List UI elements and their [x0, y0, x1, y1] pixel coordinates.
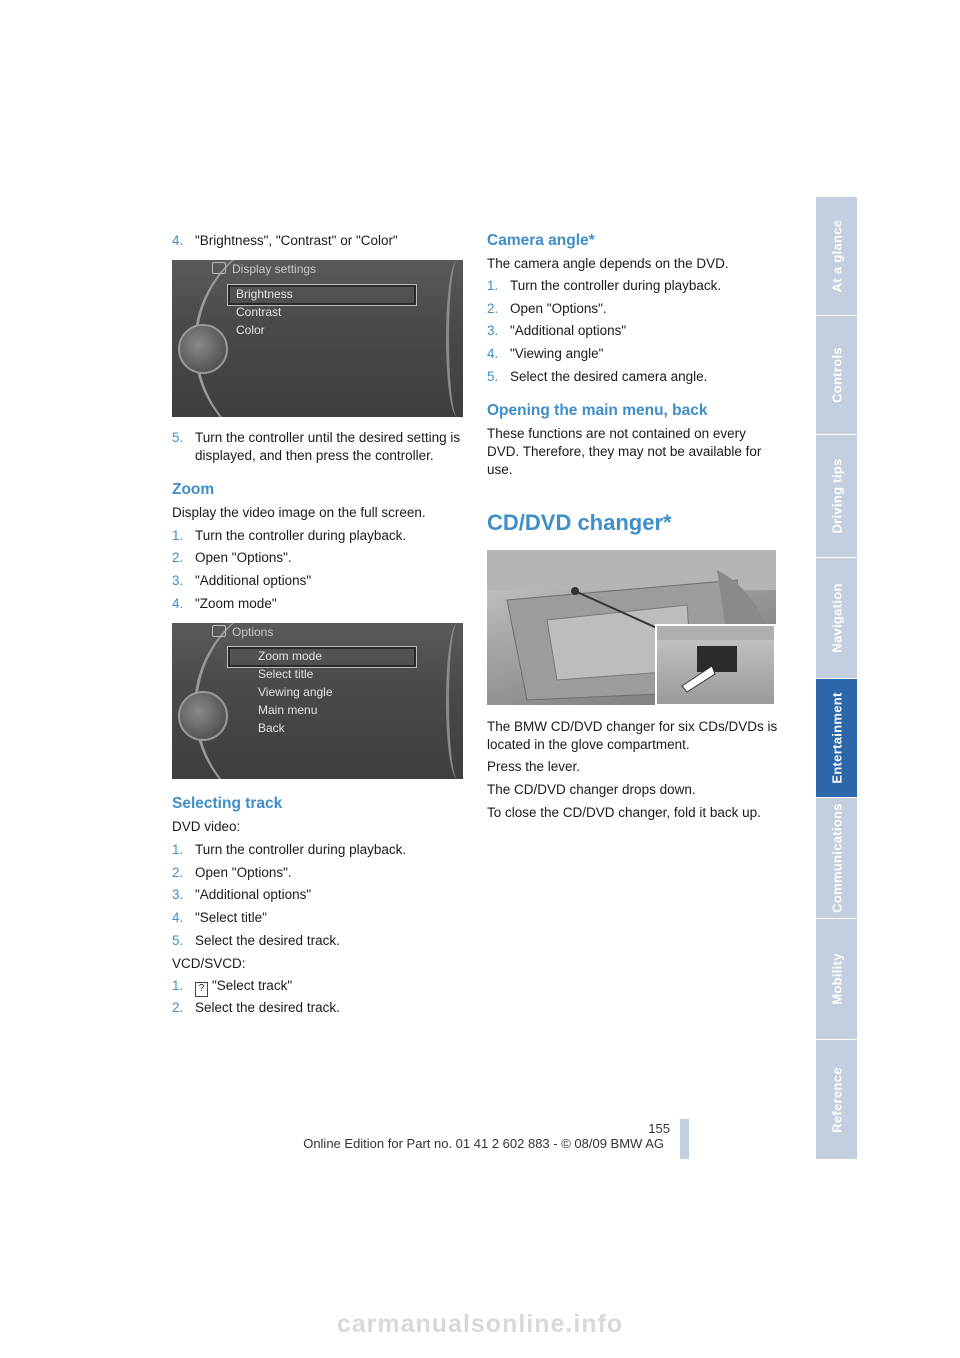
- footer-bar: [680, 1119, 689, 1159]
- controller-knob: [178, 691, 228, 741]
- paragraph: Display the video image on the full screen.: [172, 505, 426, 520]
- step-item: 3. "Additional options": [172, 887, 312, 902]
- screen-item: Zoom mode: [258, 649, 323, 663]
- tab-entertainment[interactable]: Entertainment: [816, 679, 857, 798]
- paragraph: To close the CD/DVD changer, fold it back up.: [487, 805, 761, 820]
- step-item: 1. Turn the controller during playback.: [172, 842, 407, 857]
- step-item: 4. "Brightness", "Contrast" or "Color": [172, 233, 398, 248]
- tab-navigation[interactable]: Navigation: [816, 558, 857, 679]
- screen-item: Back: [258, 721, 285, 735]
- screen-item: Main menu: [258, 703, 318, 717]
- paragraph: Press the lever.: [487, 759, 581, 774]
- help-icon: ?: [195, 982, 208, 997]
- step-item: 4. "Zoom mode": [172, 596, 277, 611]
- screen-item: Viewing angle: [258, 685, 333, 699]
- section-heading: Selecting track: [172, 795, 283, 812]
- paragraph: The BMW CD/DVD changer for six CDs/DVDs is located in the glove compartment.: [487, 719, 778, 752]
- step-item: 5. Select the desired track.: [172, 933, 340, 948]
- lever-illustration: [657, 626, 774, 704]
- display-icon: [212, 262, 226, 274]
- step-item: 2. Open "Options".: [487, 301, 607, 316]
- step-item: 2. Open "Options".: [172, 865, 292, 880]
- step-item: 3. "Additional options": [487, 323, 627, 338]
- watermark: carmanualsonline.info: [336, 1310, 624, 1338]
- screen-arc-right: [446, 260, 463, 417]
- screen-title: Display settings: [212, 262, 316, 276]
- screen-arc: [194, 260, 427, 417]
- tab-communications[interactable]: Communications: [816, 798, 857, 919]
- paragraph: VCD/SVCD:: [172, 956, 246, 971]
- paragraph: DVD video:: [172, 819, 241, 834]
- options-screenshot: [172, 623, 463, 779]
- step-item: 1. ? "Select track": [172, 977, 292, 997]
- screen-item: Select title: [258, 667, 314, 681]
- tab-reference[interactable]: Reference: [816, 1040, 857, 1160]
- display-settings-screenshot: [172, 260, 463, 417]
- chapter-heading: CD/DVD changer*: [487, 510, 672, 535]
- step-item: 5. Select the desired camera angle.: [487, 369, 708, 384]
- screen-item: Brightness: [236, 287, 293, 301]
- lever-detail-inset: [655, 624, 776, 706]
- screen-item: Contrast: [236, 305, 282, 319]
- tab-controls[interactable]: Controls: [816, 316, 857, 435]
- tab-at-a-glance[interactable]: At a glance: [816, 197, 857, 316]
- screen-title: Options: [212, 625, 273, 639]
- section-heading: Opening the main menu, back: [487, 402, 708, 419]
- step-item: 2. Open "Options".: [172, 550, 292, 565]
- step-item: 2. Select the desired track.: [172, 1000, 340, 1015]
- paragraph: These functions are not contained on every DVD. Therefore, they may not be available for use.: [487, 426, 762, 477]
- step-item: 3. "Additional options": [172, 573, 312, 588]
- paragraph: The camera angle depends on the DVD.: [487, 256, 729, 271]
- screen-arc-right: [446, 623, 463, 779]
- paragraph: The CD/DVD changer drops down.: [487, 782, 696, 797]
- section-heading: Zoom: [172, 481, 215, 498]
- footer-text: Online Edition for Part no. 01 41 2 602 883 - © 08/09 BMW AG: [303, 1136, 664, 1151]
- step-item: 5. Turn the controller until the desired setting is displayed, and then press the controller.: [172, 430, 461, 463]
- tab-mobility[interactable]: Mobility: [816, 919, 857, 1040]
- tab-driving-tips[interactable]: Driving tips: [816, 435, 857, 558]
- screen-item: Color: [236, 323, 265, 337]
- step-item: 1. Turn the controller during playback.: [172, 528, 407, 543]
- step-item: 4. "Viewing angle": [487, 346, 604, 361]
- step-item: 4. "Select title": [172, 910, 267, 925]
- controller-knob: [178, 324, 228, 374]
- step-item: 1. Turn the controller during playback.: [487, 278, 722, 293]
- options-icon: [212, 625, 226, 637]
- page-number: 155: [648, 1121, 670, 1136]
- section-heading: Camera angle*: [487, 232, 595, 249]
